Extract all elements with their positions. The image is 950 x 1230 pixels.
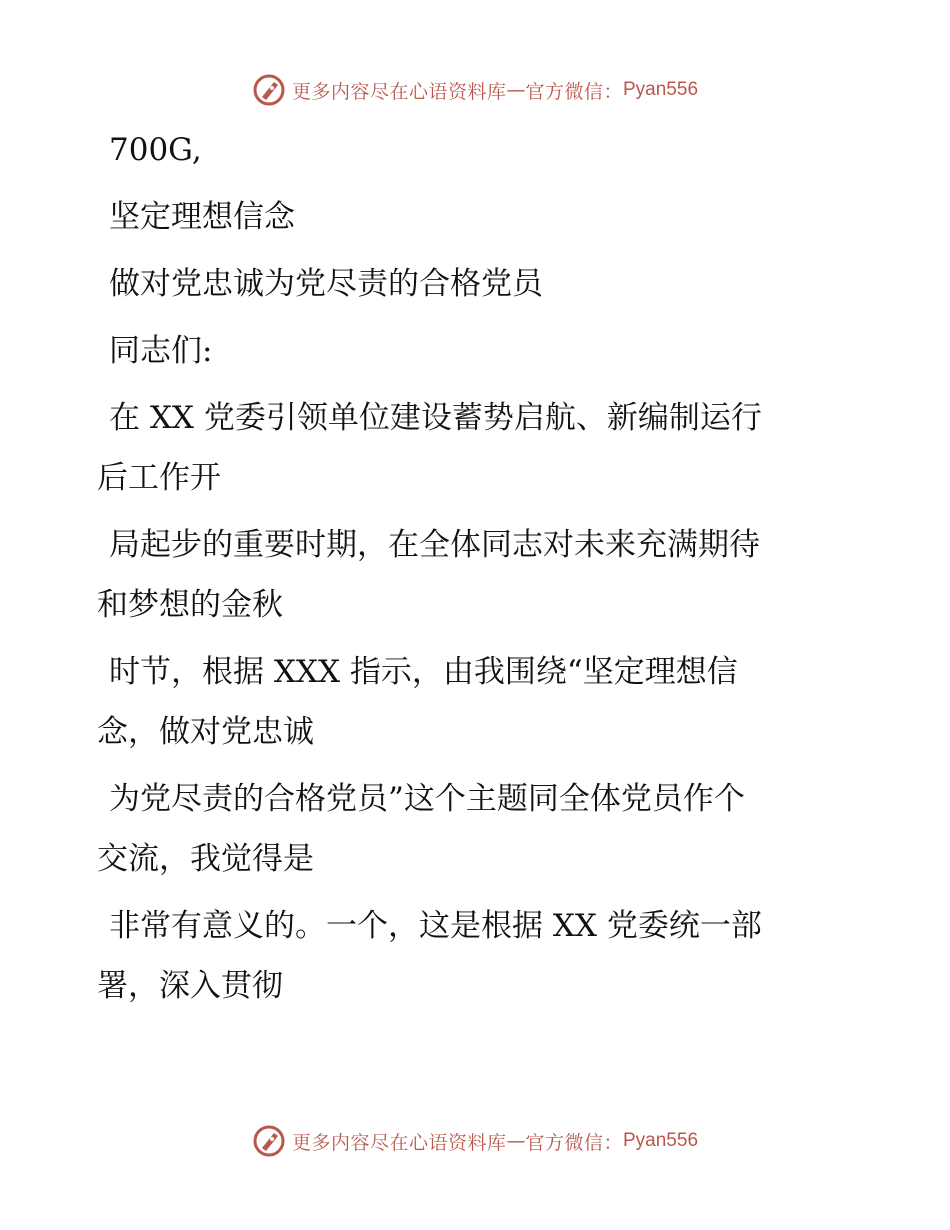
paragraph-3 <box>97 254 832 314</box>
paragraph-8 <box>97 769 832 889</box>
line-first: 时节，根据 XXX 指示，由我围绕“坚定理想信 <box>109 654 738 690</box>
line-first: 700G, <box>109 132 202 168</box>
pen-nib-logo-icon <box>252 1124 286 1158</box>
paragraph-9 <box>97 896 832 1016</box>
line-first: 坚定理想信念 <box>109 199 295 235</box>
paragraph-6 <box>97 515 832 635</box>
line-first: 局起步的重要时期，在全体同志对未来充满期待 <box>109 527 760 563</box>
watermark-label: 官方微信： <box>525 1131 623 1154</box>
line-first: 为党尽责的合格党员”这个主题同全体党员作个 <box>109 781 745 817</box>
document-body <box>97 120 832 1023</box>
line-rest: 后工作开 <box>97 460 221 496</box>
watermark-separator: — <box>506 79 526 101</box>
pen-nib-logo-icon <box>252 73 286 107</box>
watermark-id: Pyan556 <box>623 1130 699 1151</box>
paragraph-2 <box>97 187 832 247</box>
paragraph-7 <box>97 642 832 762</box>
line-first: 非常有意义的。一个，这是根据 XX 党委统一部 <box>109 908 762 944</box>
line-rest: 署，深入贯彻 <box>97 968 283 1004</box>
watermark-label: 官方微信： <box>525 80 623 103</box>
line-first: 做对党忠诚为党尽责的合格党员 <box>109 266 543 302</box>
header-watermark <box>0 70 950 110</box>
line-first: 在 XX 党委引领单位建设蓄势启航、新编制运行 <box>109 400 762 436</box>
line-rest: 和梦想的金秋 <box>97 587 283 623</box>
watermark-text: 更多内容尽在心语资料库 <box>291 1131 507 1154</box>
line-rest: 念，做对党忠诚 <box>97 714 314 750</box>
watermark-id: Pyan556 <box>623 79 699 100</box>
watermark-text: 更多内容尽在心语资料库 <box>291 80 507 103</box>
paragraph-5 <box>97 388 832 508</box>
paragraph-1 <box>97 120 832 180</box>
footer-watermark <box>0 1121 950 1161</box>
watermark-separator: — <box>506 1130 526 1152</box>
paragraph-4 <box>97 321 832 381</box>
line-first: 同志们: <box>109 333 213 369</box>
line-rest: 交流，我觉得是 <box>97 841 314 877</box>
